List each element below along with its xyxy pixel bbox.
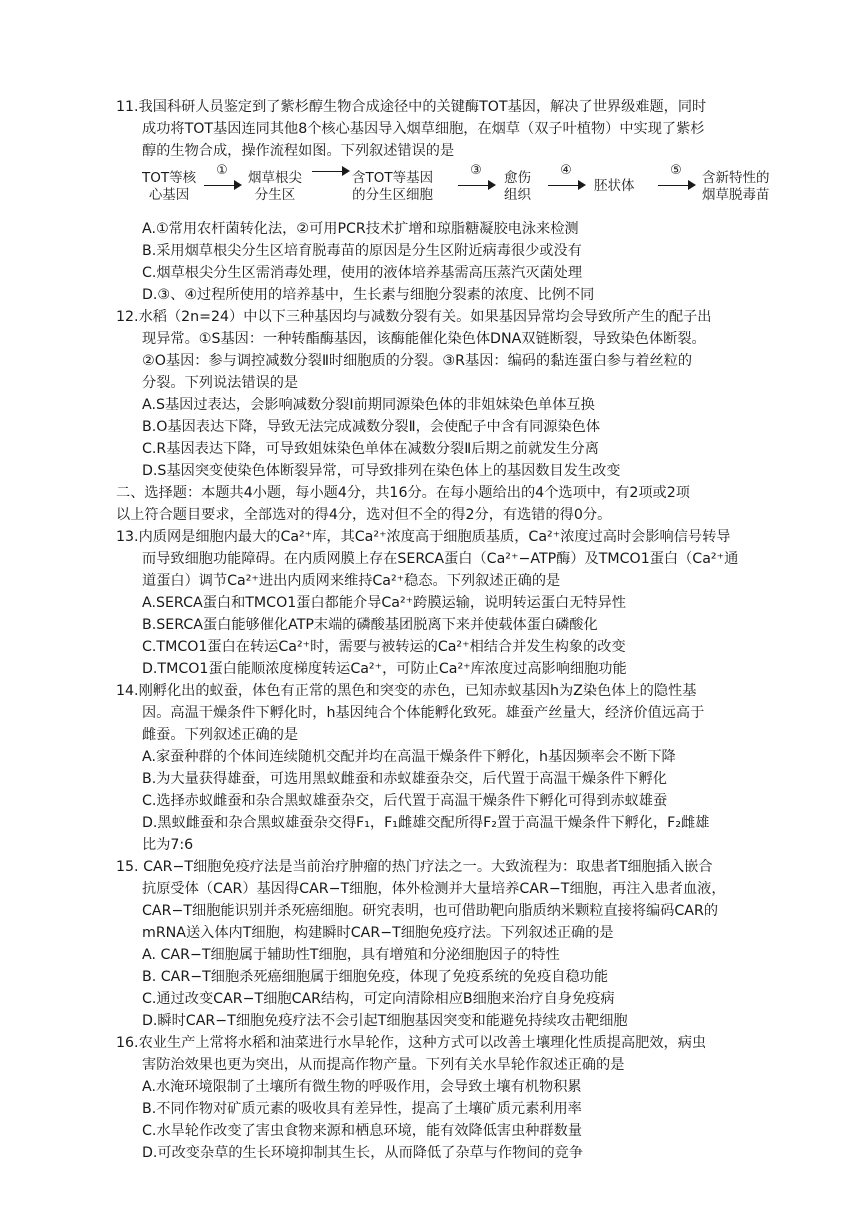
question-11: [116, 96, 816, 306]
flow-step-5: [654, 164, 698, 192]
question-16: [116, 1032, 816, 1164]
question-15-option-a: A. CAR−T细胞属于辅助性T细胞，具有增殖和分泌细胞因子的特性: [142, 947, 560, 963]
arrow-right-icon: [308, 164, 352, 178]
question-12-stem-line-1: 12.水稻（2n=24）中以下三种基因均与减数分裂有关。如果基因异常均会导致所产生的配子出: [116, 309, 712, 325]
flow-node-root-tip-line-1: 烟草根尖: [248, 170, 302, 186]
question-14-option-c: C.选择赤蚁雌蚕和杂合黑蚁雄蚕杂交，后代置于高温干燥条件下孵化可得到赤蚁雄蚕: [142, 793, 668, 809]
flow-step-1-label: ①: [216, 163, 228, 178]
question-14-stem-line-3: 雌蚕。下列叙述正确的是: [142, 727, 299, 743]
question-14-option-b: B.为大量获得雄蚕，可选用黑蚁雌蚕和赤蚁雄蚕杂交，后代置于高温干燥条件下孵化: [142, 771, 667, 787]
question-11-option-b: B.采用烟草根尖分生区培育脱毒苗的原因是分生区附近病毒很少或没有: [142, 243, 582, 259]
question-11-option-c: C.烟草根尖分生区需消毒处理，使用的液体培养基需高压蒸汽灭菌处理: [142, 265, 583, 281]
question-12-option-a: A.S基因过表达，会影响减数分裂Ⅰ前期同源染色体的非姐妹染色单体互换: [142, 397, 595, 413]
question-12-stem-line-4: 分裂。下列说法错误的是: [142, 375, 299, 391]
question-14-option-d-continued: 比为7:6: [142, 837, 194, 853]
arrow-right-icon: [544, 178, 588, 192]
flow-node-root-tip-line-2: 分生区: [254, 187, 296, 203]
flow-node-callus-line-1: 愈伤: [504, 170, 531, 186]
arrow-right-icon: [654, 178, 698, 192]
question-15-option-b: B. CAR−T细胞杀死癌细胞属于细胞免疫，体现了免疫系统的免疫自稳功能: [142, 969, 609, 985]
section-2-heading: [116, 482, 816, 526]
flow-node-virus-free-seedling: [702, 170, 770, 204]
question-12-stem-line-3: ②O基因：参与调控减数分裂Ⅱ时细胞质的分裂。③R基因：编码的黏连蛋白参与着丝粒的: [142, 353, 693, 369]
question-11-option-a: A.①常用农杆菌转化法，②可用PCR技术扩增和琼脂糖凝胶电泳来检测: [142, 221, 579, 237]
flow-node-tot-genes-line-2: 心基因: [148, 187, 190, 203]
question-15-stem-line-2: 抗原受体（CAR）基因得CAR−T细胞，体外检测并大量培养CAR−T细胞，再注入患者血液，: [142, 881, 726, 897]
question-14-option-d: D.黑蚁雌蚕和杂合黑蚁雄蚕杂交得F₁，F₁雌雄交配所得F₂置于高温干燥条件下孵化，F₂雌雄: [142, 815, 710, 831]
flow-node-meristem-cells: [352, 170, 433, 204]
question-13-stem-line-1: 13.内质网是细胞内最大的Ca²⁺库，其Ca²⁺浓度高于细胞质基质，Ca²⁺浓度过高时会影响信号转导: [116, 529, 731, 545]
exam-page: [116, 96, 816, 1164]
question-14-stem-line-2: 因。高温干燥条件下孵化时，h基因纯合个体能孵化致死。雄蚕产丝量大，经济价值远高于: [142, 705, 705, 721]
flow-node-virus-free-seedling-line-1: 含新特性的: [702, 170, 770, 186]
flow-step-1: [200, 164, 244, 192]
flow-step-5-label: ⑤: [670, 163, 682, 178]
question-16-option-c: C.水旱轮作改变了害虫食物来源和栖息环境，能有效降低害虫种群数量: [142, 1123, 583, 1139]
flow-node-callus-line-2: 组织: [504, 187, 531, 203]
question-11-stem-line-1: 11.我国科研人员鉴定到了紫杉醇生物合成途径中的关键酶TOT基因，解决了世界级难题，同时: [116, 99, 707, 115]
question-14-stem-line-1: 14.刚孵化出的蚁蚕，体色有正常的黑色和突变的赤色，已知赤蚁基因h为Z染色体上的隐性基: [116, 683, 697, 699]
question-16-option-d: D.可改变杂草的生长环境抑制其生长，从而降低了杂草与作物间的竞争: [142, 1145, 584, 1161]
question-15: [116, 856, 816, 1032]
question-14-option-a: A.家蚕种群的个体间连续随机交配并均在高温干燥条件下孵化，h基因频率会不断下降: [142, 749, 676, 765]
flow-node-tot-genes-line-1: TOT等核: [142, 170, 197, 186]
question-15-option-c: C.通过改变CAR−T细胞CAR结构，可定向清除相应B细胞来治疗自身免疫病: [142, 991, 615, 1007]
question-12: [116, 306, 816, 482]
arrow-right-icon: [200, 178, 244, 192]
question-11-option-d: D.③、④过程所使用的培养基中，生长素与细胞分裂素的浓度、比例不同: [142, 287, 595, 303]
question-13-stem-line-3: 道蛋白）调节Ca²⁺进出内质网来维持Ca²⁺稳态。下列叙述正确的是: [142, 573, 561, 589]
flow-step-3: [454, 164, 498, 192]
flow-step-3-label: ③: [470, 163, 482, 178]
question-11-stem-line-3: 醇的生物合成，操作流程如图。下列叙述错误的是: [142, 143, 455, 159]
flow-node-embryoid-label: 胚状体: [594, 178, 635, 194]
arrow-right-icon: [454, 178, 498, 192]
flow-step-4-label: ④: [560, 163, 572, 178]
question-16-stem-line-2: 害防治效果也更为突出，从而提高作物产量。下列有关水旱轮作叙述正确的是: [142, 1057, 625, 1073]
flow-step-4: [544, 164, 588, 192]
question-15-stem-line-1: 15. CAR−T细胞免疫疗法是当前治疗肿瘤的热门疗法之一。大致流程为：取患者T细胞插入嵌合: [116, 859, 713, 875]
process-flow-diagram: [116, 164, 816, 214]
question-13-option-a: A.SERCA蛋白和TMCO1蛋白都能介导Ca²⁺跨膜运输，说明转运蛋白无特异性: [142, 595, 626, 611]
flow-node-meristem-cells-line-2: 的分生区细胞: [352, 187, 434, 203]
flow-node-meristem-cells-line-1: 含TOT等基因: [352, 170, 434, 186]
flow-node-root-tip: [248, 170, 302, 204]
question-15-stem-line-4: mRNA送入体内T细胞，构建瞬时CAR−T细胞免疫疗法。下列叙述正确的是: [142, 925, 614, 941]
question-15-stem-line-3: CAR−T细胞能识别并杀死癌细胞。研究表明，也可借助靶向脂质纳米颗粒直接将编码CAR的: [142, 903, 719, 919]
section-2-heading-line-2: 以上符合题目要求，全部选对的得4分，选对但不全的得2分，有选错的得0分。: [116, 507, 612, 523]
flow-step-2: [308, 164, 352, 178]
section-2-heading-line-1: 二、选择题：本题共4小题，每小题4分，共16分。在每小题给出的4个选项中，有2项或2项: [116, 485, 690, 501]
question-15-option-d: D.瞬时CAR−T细胞免疫疗法不会引起T细胞基因突变和能避免持续攻击靶细胞: [142, 1013, 628, 1029]
question-14: [116, 680, 816, 856]
question-12-stem-line-2: 现异常。①S基因：一种转酯酶基因，该酶能催化染色体DNA双链断裂，导致染色体断裂。: [142, 331, 706, 347]
question-12-option-b: B.O基因表达下降，导致无法完成减数分裂Ⅱ，会使配子中含有同源染色体: [142, 419, 601, 435]
question-13-option-c: C.TMCO1蛋白在转运Ca²⁺时，需要与被转运的Ca²⁺相结合并发生构象的改变: [142, 639, 626, 655]
question-13-stem-line-2: 而导致细胞功能障碍。在内质网膜上存在SERCA蛋白（Ca²⁺−ATP酶）及TMCO1蛋白（Ca²⁺通: [142, 551, 739, 567]
question-16-stem-line-1: 16.农业生产上常将水稻和油菜进行水旱轮作，这种方式可以改善土壤理化性质提高肥效，病虫: [116, 1035, 707, 1051]
flow-node-callus: [504, 170, 531, 204]
question-16-option-b: B.不同作物对矿质元素的吸收具有差异性，提高了土壤矿质元素利用率: [142, 1101, 582, 1117]
question-11-stem-line-2: 成功将TOT基因连同其他8个核心基因导入烟草细胞，在烟草（双子叶植物）中实现了紫杉: [142, 121, 705, 137]
flow-node-embryoid: [594, 178, 635, 195]
flow-node-tot-genes: [142, 170, 196, 204]
question-12-option-d: D.S基因突变使染色体断裂异常，可导致排列在染色体上的基因数目发生改变: [142, 463, 621, 479]
question-13-option-b: B.SERCA蛋白能够催化ATP末端的磷酸基团脱离下来并使载体蛋白磷酸化: [142, 617, 598, 633]
question-12-option-c: C.R基因表达下降，可导致姐妹染色单体在减数分裂Ⅱ后期之前就发生分离: [142, 441, 599, 457]
question-13: [116, 526, 816, 680]
question-13-option-d: D.TMCO1蛋白能顺浓度梯度转运Ca²⁺，可防止Ca²⁺库浓度过高影响细胞功能: [142, 661, 627, 677]
flow-node-virus-free-seedling-line-2: 烟草脱毒苗: [702, 187, 770, 203]
question-16-option-a: A.水淹环境限制了土壤所有微生物的呼吸作用，会导致土壤有机物积累: [142, 1079, 582, 1095]
